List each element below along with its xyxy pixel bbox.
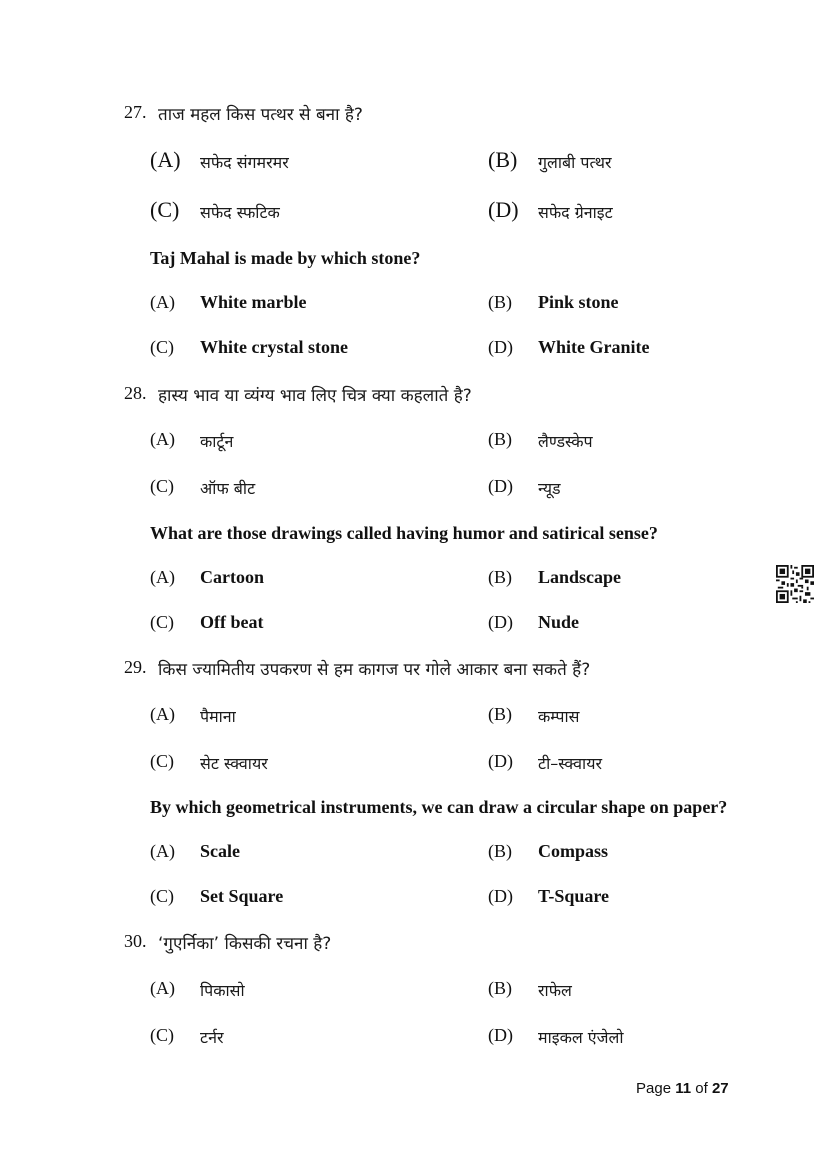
q28-hi-option-c: ऑफ बीट: [200, 479, 256, 498]
current-page: 11: [675, 1080, 692, 1097]
question-29-number: 29.: [124, 657, 147, 677]
q27-en-option-c-label: (C): [150, 337, 174, 357]
qr-code-icon: [776, 565, 814, 603]
q28-hi-option-a: कार्टून: [200, 432, 234, 451]
question-29-hindi: किस ज्यामितीय उपकरण से हम कागज पर गोले आकार बना सकते हैं?: [158, 660, 591, 680]
question-27-number: 27.: [124, 102, 147, 122]
q28-en-option-a: Cartoon: [200, 567, 264, 587]
q28-en-option-b: Landscape: [538, 567, 622, 587]
q27-en-option-b-label: (B): [488, 292, 512, 312]
q28-en-option-c-label: (C): [150, 612, 174, 632]
question-28-hindi: हास्य भाव या व्यंग्य भाव लिए चित्र क्या कहलाते है?: [158, 386, 472, 406]
q27-en-option-c: White crystal stone: [200, 337, 348, 357]
q30-hi-option-d-label: (D): [488, 1025, 513, 1045]
q27-hi-option-b: गुलाबी पत्थर: [538, 153, 612, 172]
q29-hi-option-d: टी–स्क्वायर: [538, 754, 603, 773]
question-28-english: What are those drawings called having humor and satirical sense?: [150, 523, 658, 543]
q28-en-option-b-label: (B): [488, 567, 512, 587]
q28-hi-option-b-label: (B): [488, 429, 512, 449]
q30-hi-option-d: माइकल एंजेलो: [538, 1028, 624, 1047]
q30-hi-option-a-label: (A): [150, 978, 175, 998]
q29-en-option-d-label: (D): [488, 886, 513, 906]
q30-hi-option-b: राफेल: [538, 981, 572, 1000]
q27-hi-option-c-label: (C): [150, 197, 180, 222]
q28-en-option-d-label: (D): [488, 612, 513, 632]
q29-en-option-d: T-Square: [538, 886, 610, 906]
q29-hi-option-a: पैमाना: [200, 707, 236, 726]
q27-hi-option-d-label: (D): [488, 197, 519, 222]
q29-en-option-a-label: (A): [150, 841, 175, 861]
q29-hi-option-c: सेट स्क्वायर: [200, 754, 268, 773]
q28-hi-option-a-label: (A): [150, 429, 175, 449]
q27-hi-option-a-label: (A): [150, 147, 181, 172]
q27-hi-option-b-label: (B): [488, 147, 518, 172]
page-number: [636, 1080, 729, 1097]
of-label: of: [695, 1080, 708, 1097]
q28-hi-option-c-label: (C): [150, 476, 174, 496]
q27-en-option-a: White marble: [200, 292, 307, 312]
q28-hi-option-d-label: (D): [488, 476, 513, 496]
q30-hi-option-b-label: (B): [488, 978, 512, 998]
q28-hi-option-d: न्यूड: [538, 479, 561, 498]
q28-en-option-c: Off beat: [200, 612, 264, 632]
question-27-hindi: ताज महल किस पत्थर से बना है?: [158, 105, 363, 125]
question-27-english: Taj Mahal is made by which stone?: [150, 248, 421, 268]
q27-en-option-b: Pink stone: [538, 292, 619, 312]
question-30-number: 30.: [124, 931, 147, 951]
q29-hi-option-b-label: (B): [488, 704, 512, 724]
q29-en-option-a: Scale: [200, 841, 240, 861]
q29-en-option-c-label: (C): [150, 886, 174, 906]
q30-hi-option-a: पिकासो: [200, 981, 245, 1000]
q29-hi-option-b: कम्पास: [538, 707, 580, 726]
q30-hi-option-c-label: (C): [150, 1025, 174, 1045]
q27-en-option-d: White Granite: [538, 337, 650, 357]
question-30-hindi: ‘गुएर्निका’ किसकी रचना है?: [158, 934, 332, 954]
q27-hi-option-a: सफेद संगमरमर: [200, 153, 289, 172]
q29-en-option-b-label: (B): [488, 841, 512, 861]
q27-en-option-a-label: (A): [150, 292, 175, 312]
total-pages: 27: [711, 1080, 729, 1097]
q28-en-option-d: Nude: [538, 612, 580, 632]
question-29-english: By which geometrical instruments, we can draw a circular shape on paper?: [150, 797, 728, 817]
q29-hi-option-a-label: (A): [150, 704, 175, 724]
q29-hi-option-c-label: (C): [150, 751, 174, 771]
question-28-number: 28.: [124, 383, 147, 403]
q29-hi-option-d-label: (D): [488, 751, 513, 771]
q30-hi-option-c: टर्नर: [200, 1028, 224, 1047]
q29-en-option-b: Compass: [538, 841, 609, 861]
q27-en-option-d-label: (D): [488, 337, 513, 357]
q27-hi-option-c: सफेद स्फटिक: [200, 203, 280, 222]
page-label: Page: [636, 1080, 672, 1097]
q28-hi-option-b: लैण्डस्केप: [538, 432, 593, 451]
q29-en-option-c: Set Square: [200, 886, 284, 906]
q27-hi-option-d: सफेद ग्रेनाइट: [538, 203, 613, 222]
q28-en-option-a-label: (A): [150, 567, 175, 587]
